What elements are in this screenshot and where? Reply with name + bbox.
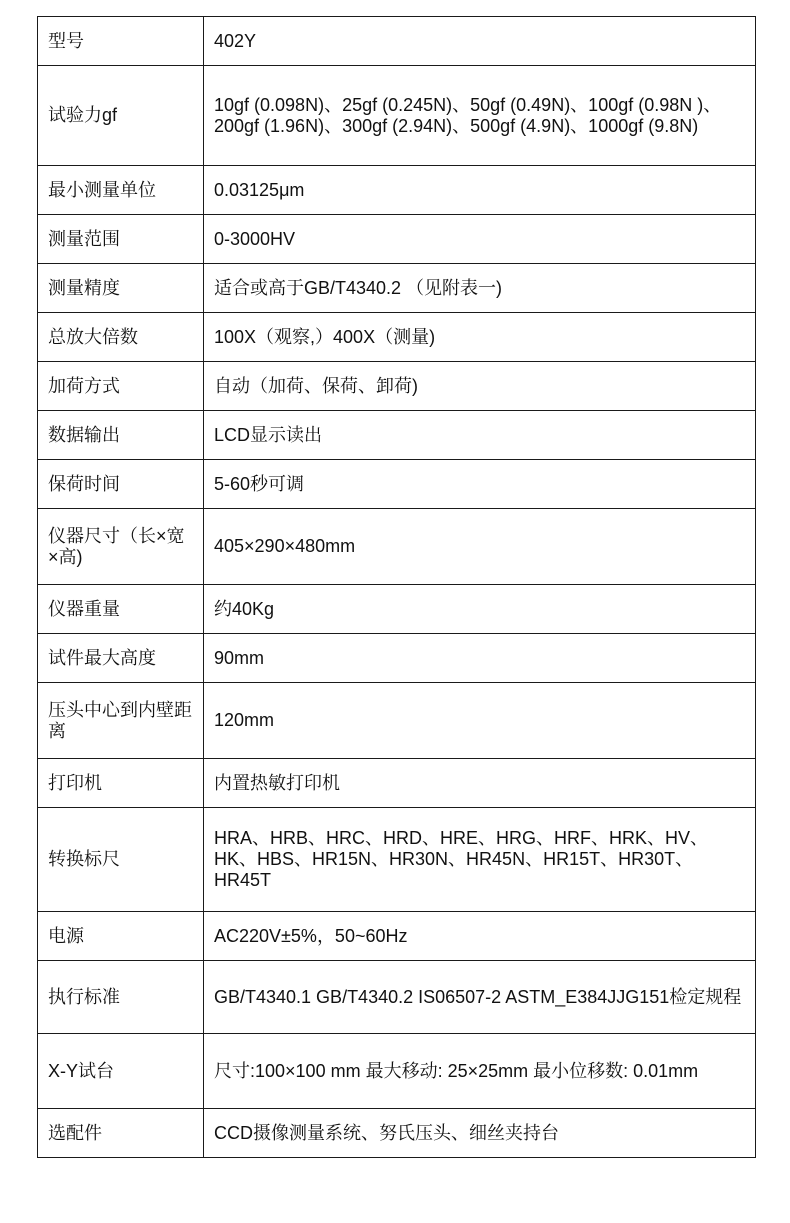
table-row <box>38 1034 756 1109</box>
row-label: 试件最大高度 <box>38 634 204 683</box>
row-label: 执行标准 <box>38 961 204 1034</box>
row-value: CCD摄像测量系统、努氏压头、细丝夹持台 <box>204 1109 756 1158</box>
table-row <box>38 808 756 912</box>
row-label: 仪器尺寸（长×宽×高) <box>38 509 204 585</box>
table-row <box>38 683 756 759</box>
table-row <box>38 460 756 509</box>
table-row <box>38 166 756 215</box>
row-value: 自动（加荷、保荷、卸荷) <box>204 362 756 411</box>
row-value: 90mm <box>204 634 756 683</box>
spec-table <box>37 16 756 1158</box>
table-row <box>38 912 756 961</box>
row-value: 5-60秒可调 <box>204 460 756 509</box>
row-label: 打印机 <box>38 759 204 808</box>
row-label: 测量精度 <box>38 264 204 313</box>
row-value: 尺寸:100×100 mm 最大移动: 25×25mm 最小位移数: 0.01mm <box>204 1034 756 1109</box>
row-label: X-Y试台 <box>38 1034 204 1109</box>
table-row <box>38 961 756 1034</box>
table-row <box>38 585 756 634</box>
row-label: 加荷方式 <box>38 362 204 411</box>
row-value: 10gf (0.098N)、25gf (0.245N)、50gf (0.49N)、100gf (0.98N )、200gf (1.96N)、300gf (2.94N)、500gf (4.9N)、1000gf (9.8N) <box>204 66 756 166</box>
row-label: 压头中心到内壁距离 <box>38 683 204 759</box>
row-value: 适合或高于GB/T4340.2 （见附表一) <box>204 264 756 313</box>
row-value: 约40Kg <box>204 585 756 634</box>
row-label: 数据输出 <box>38 411 204 460</box>
row-value: AC220V±5%，50~60Hz <box>204 912 756 961</box>
row-value: 0.03125μm <box>204 166 756 215</box>
row-label: 转换标尺 <box>38 808 204 912</box>
row-label: 电源 <box>38 912 204 961</box>
row-label: 测量范围 <box>38 215 204 264</box>
row-label: 试验力gf <box>38 66 204 166</box>
row-label: 保荷时间 <box>38 460 204 509</box>
row-label: 型号 <box>38 17 204 66</box>
table-row <box>38 66 756 166</box>
row-value: 120mm <box>204 683 756 759</box>
row-value: LCD显示读出 <box>204 411 756 460</box>
row-value: 100X（观察,）400X（测量) <box>204 313 756 362</box>
table-row <box>38 509 756 585</box>
row-label: 选配件 <box>38 1109 204 1158</box>
row-value: 0-3000HV <box>204 215 756 264</box>
row-label: 仪器重量 <box>38 585 204 634</box>
row-value: 内置热敏打印机 <box>204 759 756 808</box>
table-row <box>38 215 756 264</box>
row-value: HRA、HRB、HRC、HRD、HRE、HRG、HRF、HRK、HV、HK、HBS、HR15N、HR30N、HR45N、HR15T、HR30T、HR45T <box>204 808 756 912</box>
table-row <box>38 411 756 460</box>
table-row <box>38 759 756 808</box>
table-row <box>38 264 756 313</box>
table-row <box>38 17 756 66</box>
row-value: 402Y <box>204 17 756 66</box>
table-row <box>38 313 756 362</box>
table-row <box>38 362 756 411</box>
table-row <box>38 1109 756 1158</box>
table-row <box>38 634 756 683</box>
row-value: GB/T4340.1 GB/T4340.2 IS06507-2 ASTM_E384JJG151检定规程 <box>204 961 756 1034</box>
row-label: 最小测量单位 <box>38 166 204 215</box>
row-label: 总放大倍数 <box>38 313 204 362</box>
row-value: 405×290×480mm <box>204 509 756 585</box>
